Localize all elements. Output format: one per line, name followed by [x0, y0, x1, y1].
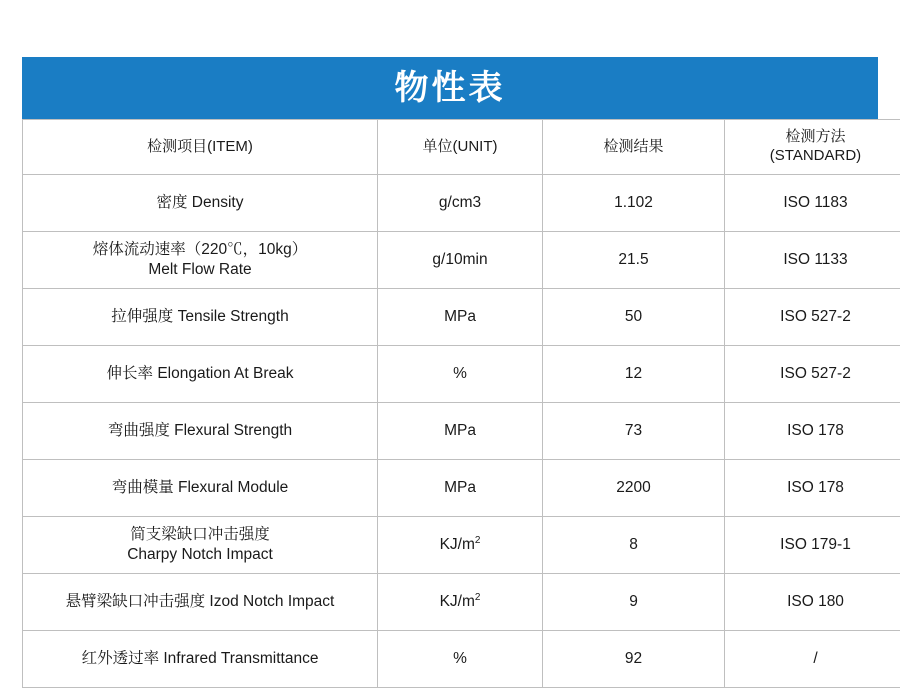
cell-result: 73 [543, 403, 725, 460]
table-row [23, 346, 900, 403]
cell-standard: / [725, 631, 900, 688]
cell-item [23, 517, 378, 574]
item-line1: 密度 Density [156, 193, 244, 211]
column-header-standard-line2: (STANDARD) [769, 147, 862, 164]
cell-standard: ISO 1183 [725, 175, 900, 232]
cell-item [23, 289, 378, 346]
cell-result: 21.5 [543, 232, 725, 289]
item-line1: 伸长率 Elongation At Break [106, 364, 294, 382]
table-row [23, 403, 900, 460]
table-body [23, 120, 900, 688]
unit-value: KJ/m [439, 592, 475, 610]
column-header-standard-line1: 检测方法 [785, 128, 846, 146]
cell-standard: ISO 527-2 [725, 289, 900, 346]
table-row [23, 631, 900, 688]
page-title: 物性表 [394, 69, 506, 107]
cell-item [23, 631, 378, 688]
cell-unit [378, 175, 543, 232]
sheet-title-bar [22, 57, 878, 119]
item-line2: Melt Flow Rate [148, 261, 252, 278]
cell-result: 12 [543, 346, 725, 403]
unit-value: % [453, 649, 467, 667]
cell-result: 9 [543, 574, 725, 631]
unit-value: MPa [444, 307, 476, 325]
cell-unit [378, 517, 543, 574]
cell-item [23, 460, 378, 517]
item-line1: 弯曲强度 Flexural Strength [107, 421, 293, 439]
cell-standard: ISO 178 [725, 460, 900, 517]
cell-result: 1.102 [543, 175, 725, 232]
column-header-item: 检测项目(ITEM) [23, 120, 378, 175]
item-line1: 简支梁缺口冲击强度 [130, 525, 270, 543]
item-line1: 红外透过率 Infrared Transmittance [81, 649, 319, 667]
cell-item [23, 232, 378, 289]
table-header-row [23, 120, 900, 175]
cell-unit [378, 574, 543, 631]
cell-standard: ISO 179-1 [725, 517, 900, 574]
cell-unit [378, 403, 543, 460]
table-row [23, 232, 900, 289]
cell-standard: ISO 180 [725, 574, 900, 631]
column-header-standard [725, 120, 900, 175]
table-row [23, 175, 900, 232]
property-sheet [22, 57, 878, 688]
item-line1: 弯曲模量 Flexural Module [111, 478, 289, 496]
properties-table [22, 119, 900, 688]
column-header-unit: 单位(UNIT) [378, 120, 543, 175]
cell-standard: ISO 178 [725, 403, 900, 460]
cell-item [23, 403, 378, 460]
table-row [23, 574, 900, 631]
cell-standard: ISO 1133 [725, 232, 900, 289]
item-line1: 悬臂梁缺口冲击强度 Izod Notch Impact [65, 592, 335, 610]
unit-value: MPa [444, 421, 476, 439]
column-header-result: 检测结果 [543, 120, 725, 175]
unit-value: g/10min [432, 250, 488, 268]
unit-value: MPa [444, 478, 476, 496]
unit-value: KJ/m [439, 535, 475, 553]
cell-item [23, 175, 378, 232]
cell-unit [378, 289, 543, 346]
cell-result: 92 [543, 631, 725, 688]
unit-superscript: 2 [474, 534, 481, 546]
cell-unit [378, 232, 543, 289]
unit-value: g/cm3 [438, 193, 482, 211]
item-line1: 熔体流动速率（220℃，10kg） [92, 240, 308, 258]
unit-superscript: 2 [474, 591, 481, 603]
item-line1: 拉伸强度 Tensile Strength [111, 307, 289, 325]
cell-result: 8 [543, 517, 725, 574]
table-row [23, 289, 900, 346]
item-line2: Charpy Notch Impact [127, 546, 273, 563]
cell-item [23, 574, 378, 631]
cell-standard: ISO 527-2 [725, 346, 900, 403]
table-row [23, 517, 900, 574]
cell-result: 50 [543, 289, 725, 346]
unit-value: % [453, 364, 467, 382]
cell-unit [378, 631, 543, 688]
cell-unit [378, 346, 543, 403]
cell-item [23, 346, 378, 403]
cell-result: 2200 [543, 460, 725, 517]
table-row [23, 460, 900, 517]
cell-unit [378, 460, 543, 517]
